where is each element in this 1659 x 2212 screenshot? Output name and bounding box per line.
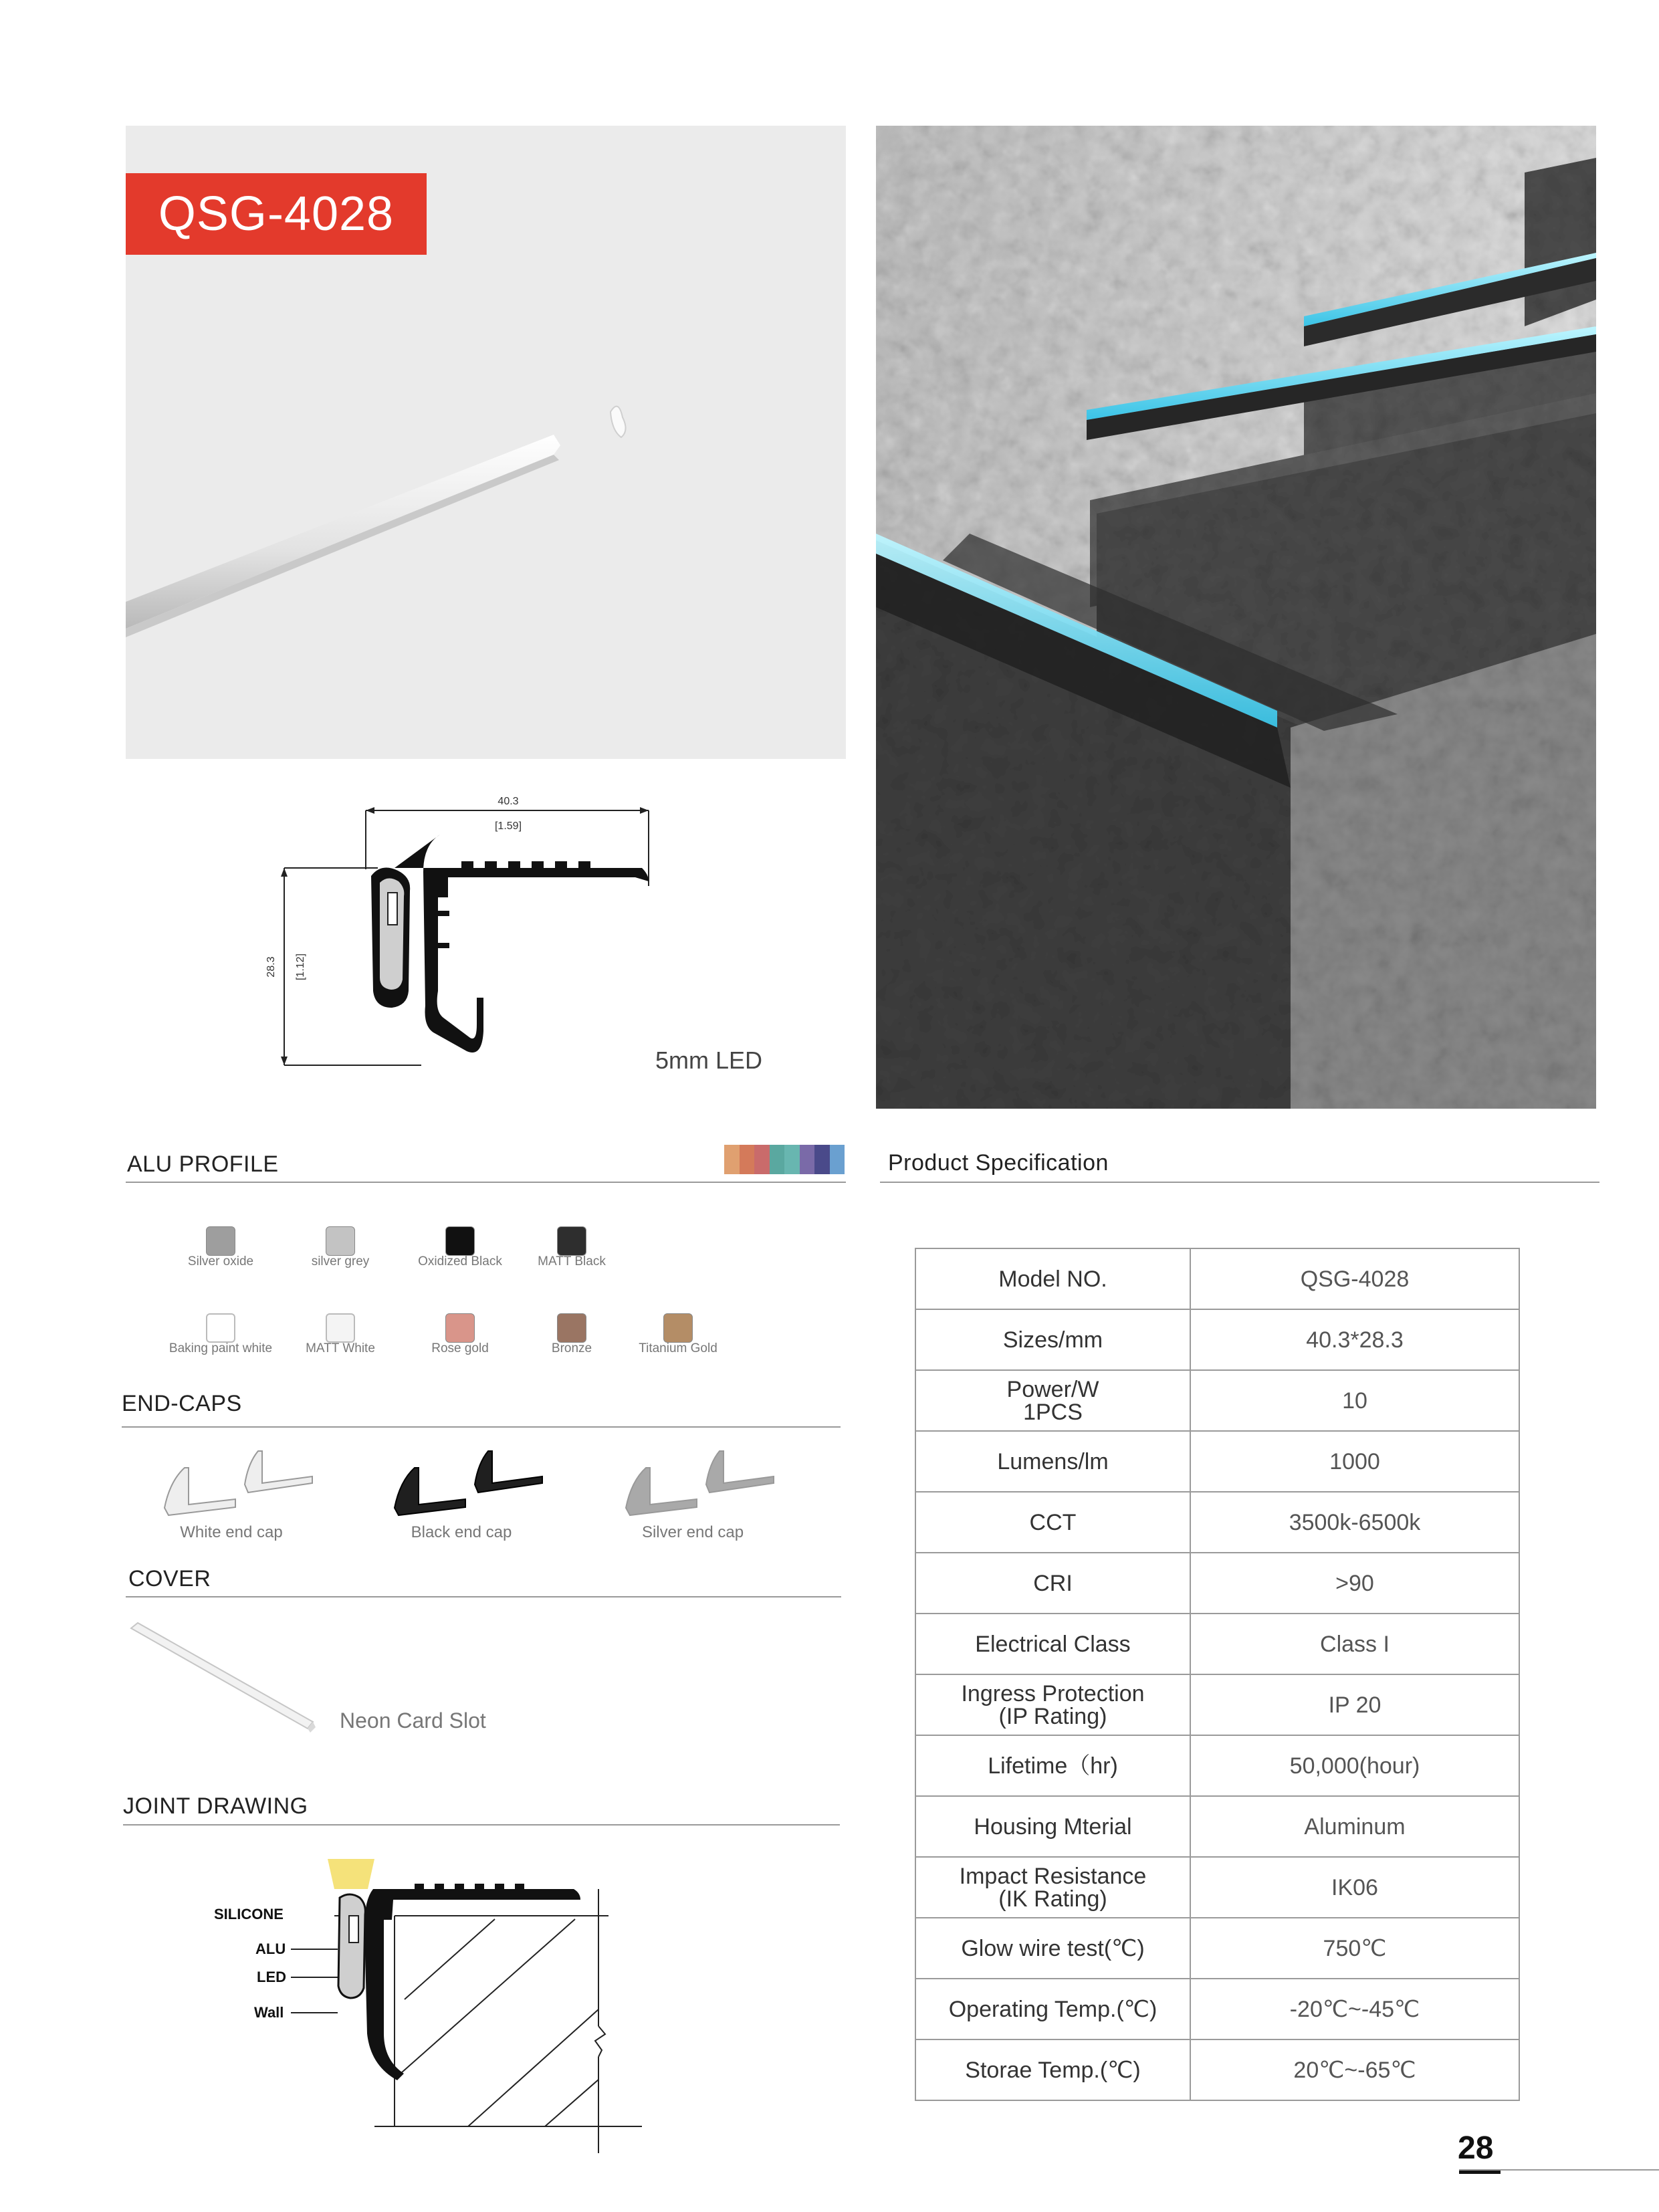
joint-label-wall: Wall [254, 2004, 284, 2021]
spec-key: CRI [915, 1553, 1190, 1614]
page-number-underline [1459, 2171, 1501, 2174]
color-strip-segment [740, 1145, 755, 1174]
spec-value: 10 [1190, 1370, 1519, 1431]
color-strip-segment [784, 1145, 800, 1174]
profile-render [126, 126, 846, 759]
spec-key: Glow wire test(℃) [915, 1918, 1190, 1979]
color-swatch [445, 1226, 475, 1256]
spec-key: Ingress Protection (IP Rating) [915, 1674, 1190, 1735]
end-cap-label: Silver end cap [641, 1523, 744, 1541]
color-strip-segment [830, 1145, 845, 1174]
color-swatch [663, 1313, 693, 1343]
cover-rule [126, 1596, 841, 1597]
spec-value: IP 20 [1190, 1674, 1519, 1735]
spec-value: -20℃~-45℃ [1190, 1979, 1519, 2039]
page-number: 28 [1458, 2130, 1494, 2166]
profile-dimension-drawing [254, 782, 669, 1077]
color-swatch-label: Oxidized Black [418, 1254, 502, 1268]
cover-heading: COVER [128, 1566, 211, 1591]
spec-value: Class I [1190, 1614, 1519, 1674]
color-swatch [557, 1226, 586, 1256]
spec-row [915, 1979, 1519, 2039]
color-swatch-label: Baking paint white [169, 1341, 273, 1355]
joint-drawing-rule [123, 1824, 840, 1826]
spec-table [915, 1248, 1520, 2101]
joint-label-alu: ALU [255, 1941, 286, 1957]
color-swatch [445, 1313, 475, 1343]
color-strip-segment [770, 1145, 785, 1174]
spec-key: Storae Temp.(℃) [915, 2039, 1190, 2100]
spec-key: Lifetime（hr) [915, 1735, 1190, 1796]
alu-profile-heading: ALU PROFILE [127, 1151, 279, 1177]
color-strip [724, 1145, 845, 1174]
color-swatch-label: Silver oxide [187, 1254, 254, 1268]
end-cap-label: Black end cap [411, 1523, 512, 1541]
product-spec-rule [880, 1182, 1599, 1183]
end-cap-image [374, 1444, 548, 1518]
color-swatch [557, 1313, 586, 1343]
end-cap-label: White end cap [180, 1523, 283, 1541]
joint-drawing-heading: JOINT DRAWING [123, 1793, 308, 1819]
cover-label: Neon Card Slot [340, 1708, 486, 1733]
footer-rule [1459, 2169, 1659, 2171]
spec-row [915, 1918, 1519, 1979]
dimension-height-in: [1.12] [295, 953, 306, 981]
color-swatch-label: silver grey [311, 1254, 370, 1268]
end-caps-heading: END-CAPS [122, 1391, 242, 1416]
spec-row [915, 1248, 1519, 1309]
product-hero-image [126, 126, 846, 759]
spec-key: Power/W 1PCS [915, 1370, 1190, 1431]
spec-row [915, 1735, 1519, 1796]
spec-row [915, 2039, 1519, 2100]
color-swatch-label: Bronze [551, 1341, 592, 1355]
product-spec-heading: Product Specification [888, 1150, 1109, 1176]
dimension-width-in: [1.59] [494, 820, 522, 832]
spec-value: 40.3*28.3 [1190, 1309, 1519, 1370]
joint-drawing [201, 1852, 669, 2167]
color-swatch [206, 1226, 235, 1256]
end-cap-image [606, 1444, 780, 1518]
color-swatch [326, 1313, 355, 1343]
spec-value: 1000 [1190, 1431, 1519, 1492]
spec-value: 750℃ [1190, 1918, 1519, 1979]
dimension-height-mm: 28.3 [265, 956, 277, 978]
spec-row [915, 1431, 1519, 1492]
spec-key: Lumens/lm [915, 1431, 1190, 1492]
joint-label-silicone: SILICONE [214, 1906, 284, 1922]
spec-value: Aluminum [1190, 1796, 1519, 1857]
color-swatch-label: MATT White [306, 1341, 375, 1355]
spec-row [915, 1857, 1519, 1918]
color-strip-segment [800, 1145, 815, 1174]
spec-value: QSG-4028 [1190, 1248, 1519, 1309]
spec-row [915, 1309, 1519, 1370]
spec-value: >90 [1190, 1553, 1519, 1614]
color-strip-segment [754, 1145, 770, 1174]
spec-value: 3500k-6500k [1190, 1492, 1519, 1553]
end-cap-image [144, 1444, 318, 1518]
spec-row [915, 1674, 1519, 1735]
color-strip-segment [724, 1145, 740, 1174]
color-strip-segment [814, 1145, 830, 1174]
spec-key: Model NO. [915, 1248, 1190, 1309]
spec-row [915, 1614, 1519, 1674]
spec-value: 50,000(hour) [1190, 1735, 1519, 1796]
cover-image [127, 1622, 321, 1735]
led-size-label: 5mm LED [655, 1046, 763, 1074]
spec-value: IK06 [1190, 1857, 1519, 1918]
end-caps-rule [122, 1426, 841, 1428]
spec-key: Housing Mterial [915, 1796, 1190, 1857]
stair-illustration [876, 126, 1596, 1109]
color-swatch-label: Rose gold [431, 1341, 489, 1355]
alu-profile-rule [126, 1182, 846, 1183]
stair-installation-photo [876, 126, 1596, 1109]
model-badge: QSG-4028 [126, 173, 427, 255]
color-swatch [206, 1313, 235, 1343]
spec-row [915, 1492, 1519, 1553]
spec-key: Impact Resistance (IK Rating) [915, 1857, 1190, 1918]
color-swatch-label: MATT Black [538, 1254, 606, 1268]
spec-key: Operating Temp.(℃) [915, 1979, 1190, 2039]
spec-key: CCT [915, 1492, 1190, 1553]
dimension-width-mm: 40.3 [497, 796, 519, 807]
color-swatch [326, 1226, 355, 1256]
spec-value: 20℃~-65℃ [1190, 2039, 1519, 2100]
spec-key: Sizes/mm [915, 1309, 1190, 1370]
joint-label-led: LED [257, 1969, 286, 1985]
spec-row [915, 1553, 1519, 1614]
color-swatch-label: Titanium Gold [639, 1341, 717, 1355]
spec-row [915, 1796, 1519, 1857]
spec-row [915, 1370, 1519, 1431]
spec-key: Electrical Class [915, 1614, 1190, 1674]
